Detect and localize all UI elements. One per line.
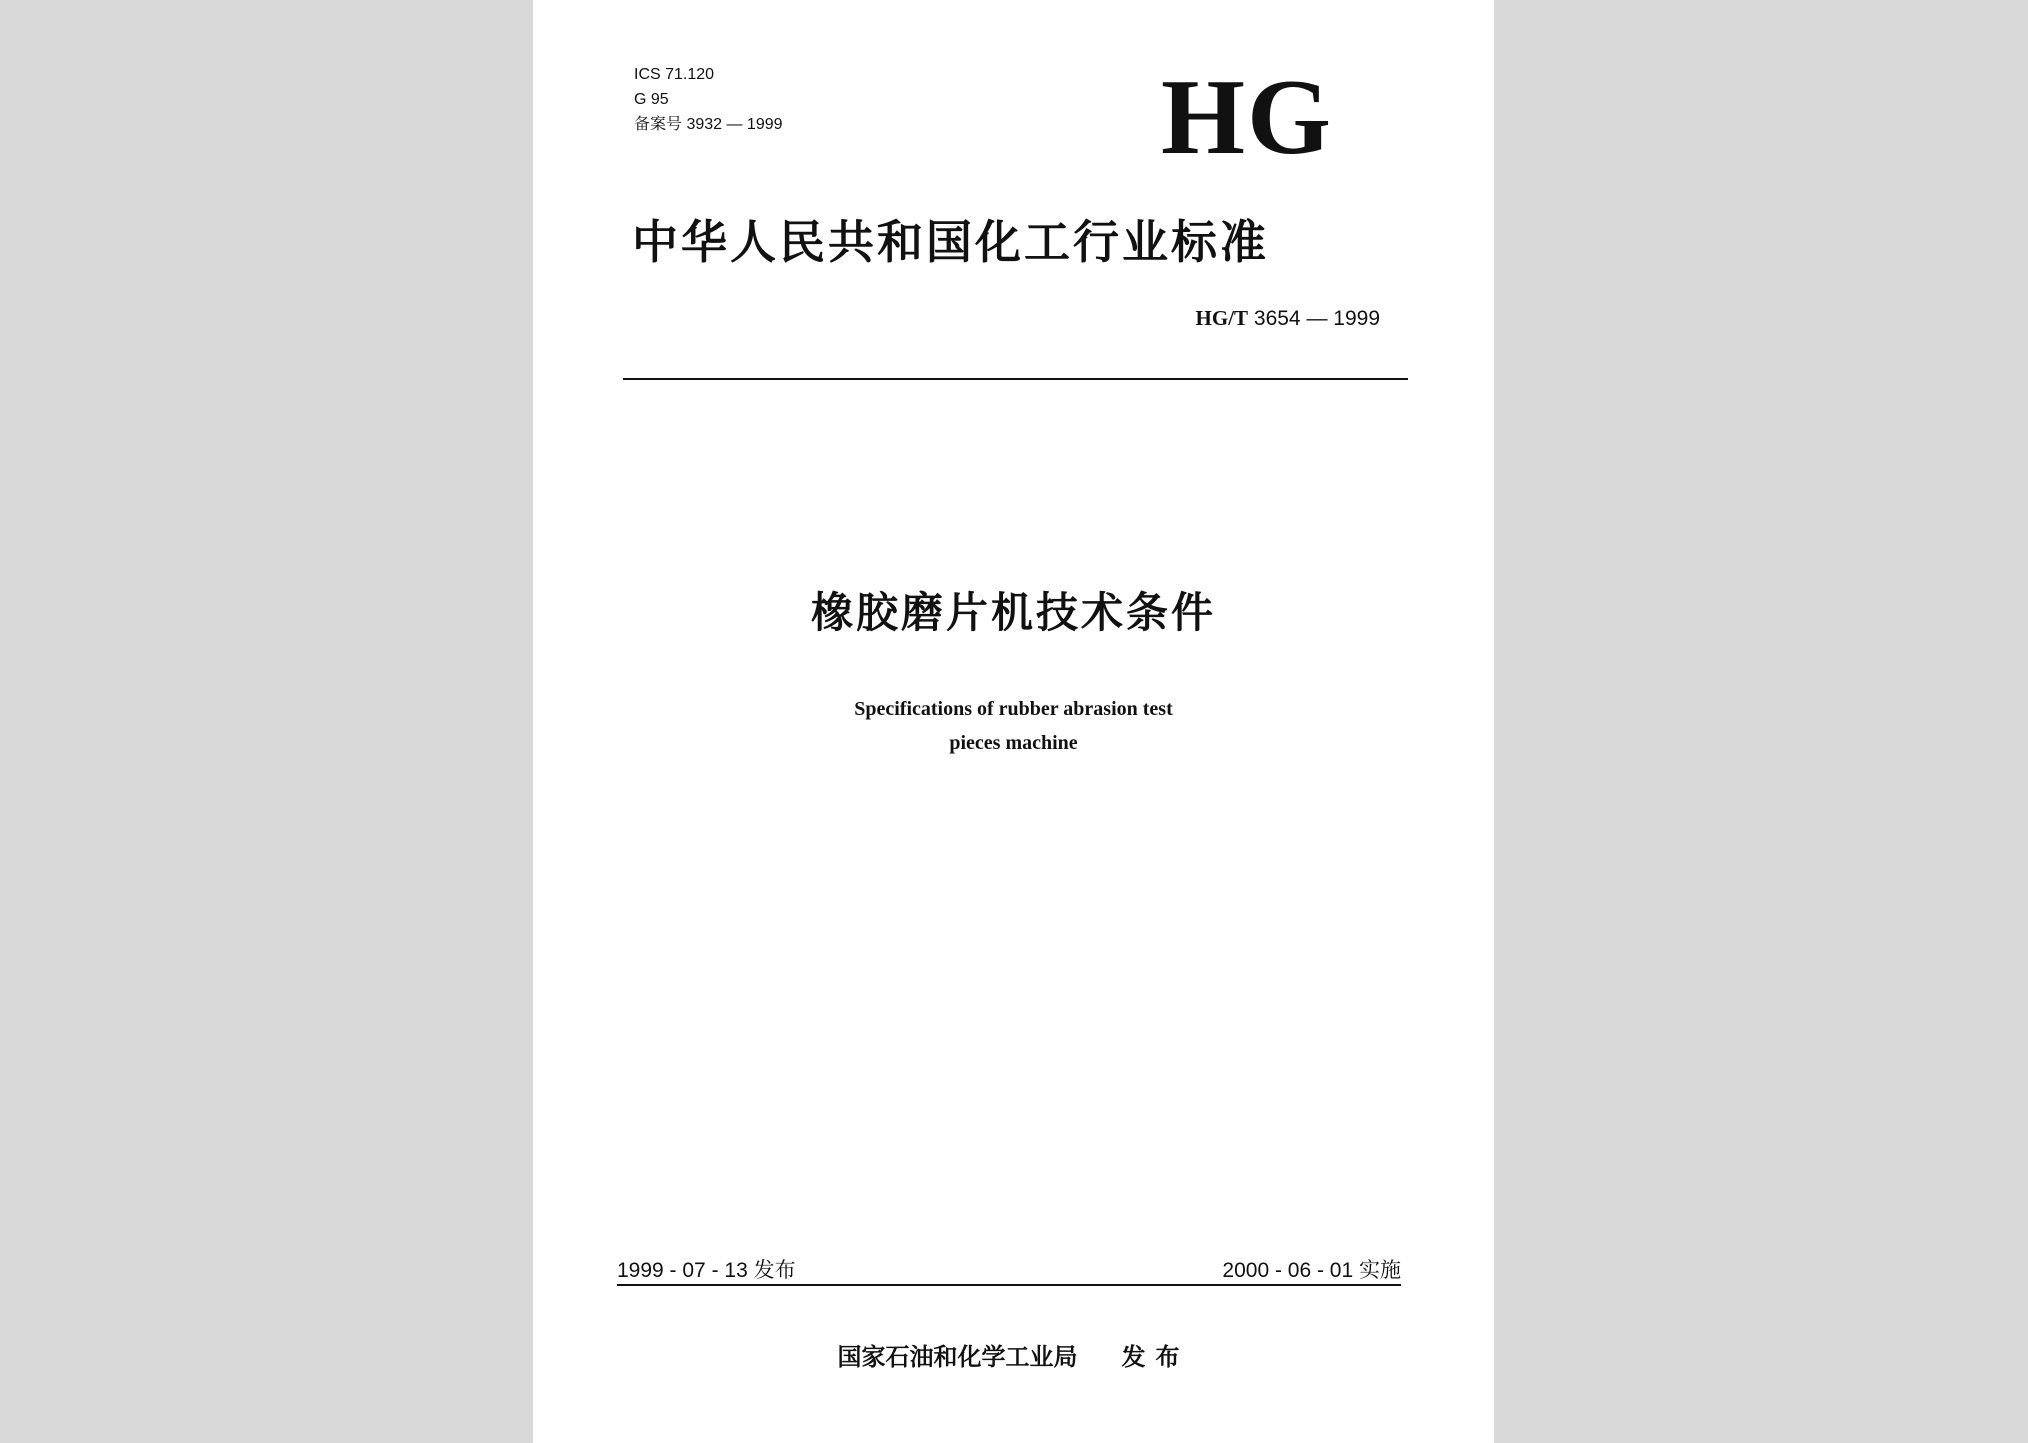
class-code: G 95: [634, 91, 669, 108]
ics-code: ICS 71.120: [634, 66, 715, 83]
top-divider: [623, 378, 1408, 380]
document-title-english: [533, 692, 1494, 760]
issuing-authority: [533, 1337, 1494, 1372]
document-page: [533, 0, 1494, 1443]
issuer-name: 国家石油和化学工业局: [837, 1343, 1078, 1371]
record-number: 备案号 3932 — 1999: [634, 116, 783, 133]
english-title-line-1: Specifications of rubber abrasion test: [854, 698, 1173, 720]
classification-block: [634, 62, 783, 137]
standard-number: [1196, 306, 1380, 331]
hg-logo: HG: [1161, 58, 1334, 177]
document-title-chinese: 橡胶磨片机技术条件: [810, 588, 1216, 637]
standard-title: 中华人民共和国化工行业标准: [632, 215, 1269, 269]
implementation-date: 2000 - 06 - 01 实施: [1222, 1259, 1401, 1282]
standard-code: 3654 — 1999: [1253, 307, 1380, 330]
standard-prefix: HG/T: [1195, 306, 1249, 330]
bottom-divider: [617, 1284, 1401, 1286]
issue-date: 1999 - 07 - 13 发布: [617, 1259, 796, 1282]
english-title-line-2: pieces machine: [949, 732, 1078, 754]
issuer-verb: 发布: [1121, 1343, 1190, 1371]
